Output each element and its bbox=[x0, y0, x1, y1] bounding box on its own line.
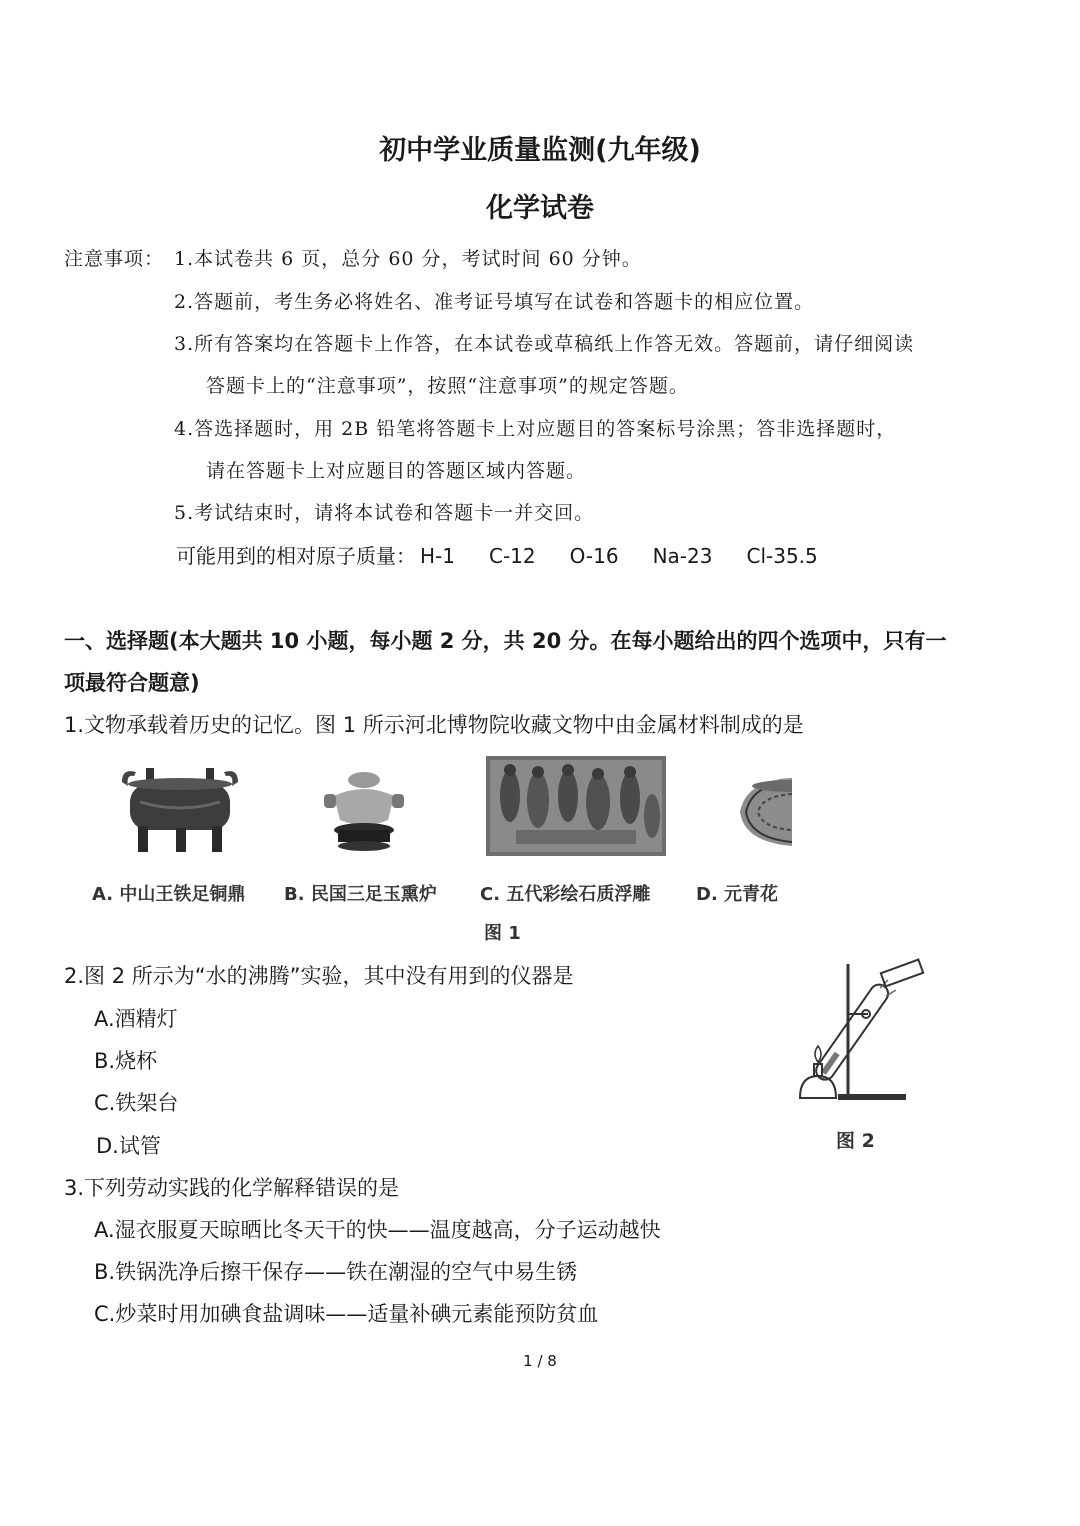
question-1-option: D. 元青花 bbox=[696, 884, 779, 905]
question-3-option: B.铁锅洗净后擦干保存——铁在潮湿的空气中易生锈 bbox=[94, 1260, 578, 1284]
question-1-option: A. 中山王铁足铜鼎 bbox=[92, 884, 246, 905]
question-2-option: C.铁架台 bbox=[94, 1091, 179, 1115]
exam-title: 初中学业质量监测(九年级) bbox=[379, 135, 701, 166]
exam-subtitle: 化学试卷 bbox=[486, 193, 594, 224]
question-1-option: B. 民国三足玉熏炉 bbox=[284, 884, 437, 905]
question-1-option: C. 五代彩绘石质浮雕 bbox=[480, 884, 651, 905]
question-3-stem: 3.下列劳动实践的化学解释错误的是 bbox=[64, 1176, 400, 1200]
atomic-mass-line bbox=[176, 540, 852, 569]
atomic-mass-label: 可能用到的相对原子质量： bbox=[176, 544, 416, 568]
question-3-option: C.炒菜时用加碘食盐调味——适量补碘元素能预防贫血 bbox=[94, 1302, 599, 1326]
atomic-mass-item: C-12 bbox=[488, 544, 536, 568]
bronze-ding-image bbox=[116, 762, 244, 854]
boiling-apparatus-image bbox=[790, 958, 950, 1106]
question-2-option: B.烧杯 bbox=[94, 1049, 158, 1073]
notice-item: 3.所有答案均在答题卡上作答，在本试卷或草稿纸上作答无效。答题前，请仔细阅读 bbox=[174, 333, 915, 355]
question-3-option: A.湿衣服夏天晾晒比冬天干的快——温度越高，分子运动越快 bbox=[94, 1218, 661, 1242]
section-heading: 一、选择题(本大题共 10 小题，每小题 2 分，共 20 分。在每小题给出的四个选项中，只有一 bbox=[64, 629, 947, 653]
section-heading-cont: 项最符合题意) bbox=[64, 671, 200, 695]
question-2-stem: 2.图 2 所示为“水的沸腾”实验，其中没有用到的仪器是 bbox=[64, 964, 574, 988]
notice-item: 2.答题前，考生务必将姓名、准考证号填写在试卷和答题卡的相应位置。 bbox=[174, 291, 815, 313]
notice-item: 答题卡上的“注意事项”，按照“注意事项”的规定答题。 bbox=[206, 375, 689, 397]
page-number: 1 / 8 bbox=[523, 1352, 557, 1370]
stone-relief-image bbox=[486, 756, 666, 856]
notice-label: 注意事项： bbox=[64, 248, 165, 270]
jade-censer-image bbox=[322, 768, 406, 852]
figure-2-label: 图 2 bbox=[836, 1130, 875, 1152]
atomic-mass-item: Cl-35.5 bbox=[746, 544, 818, 568]
atomic-mass-item: H-1 bbox=[420, 544, 455, 568]
atomic-mass-item: Na-23 bbox=[652, 544, 713, 568]
question-1-stem: 1.文物承载着历史的记忆。图 1 所示河北博物院收藏文物中由金属材料制成的是 bbox=[64, 713, 804, 737]
figure-1-label: 图 1 bbox=[484, 923, 521, 944]
blue-white-porcelain-image bbox=[736, 772, 792, 850]
question-2-option: D.试管 bbox=[96, 1134, 161, 1158]
notice-item: 4.答选择题时，用 2B 铅笔将答题卡上对应题目的答案标号涂黑；答非选择题时， bbox=[174, 418, 897, 440]
notice-item: 请在答题卡上对应题目的答题区域内答题。 bbox=[206, 460, 587, 482]
notice-item: 1.本试卷共 6 页，总分 60 分，考试时间 60 分钟。 bbox=[174, 248, 642, 270]
notice-item: 5.考试结束时，请将本试卷和答题卡一并交回。 bbox=[174, 502, 595, 524]
question-2-option: A.酒精灯 bbox=[94, 1007, 178, 1031]
atomic-mass-item: O-16 bbox=[569, 544, 619, 568]
